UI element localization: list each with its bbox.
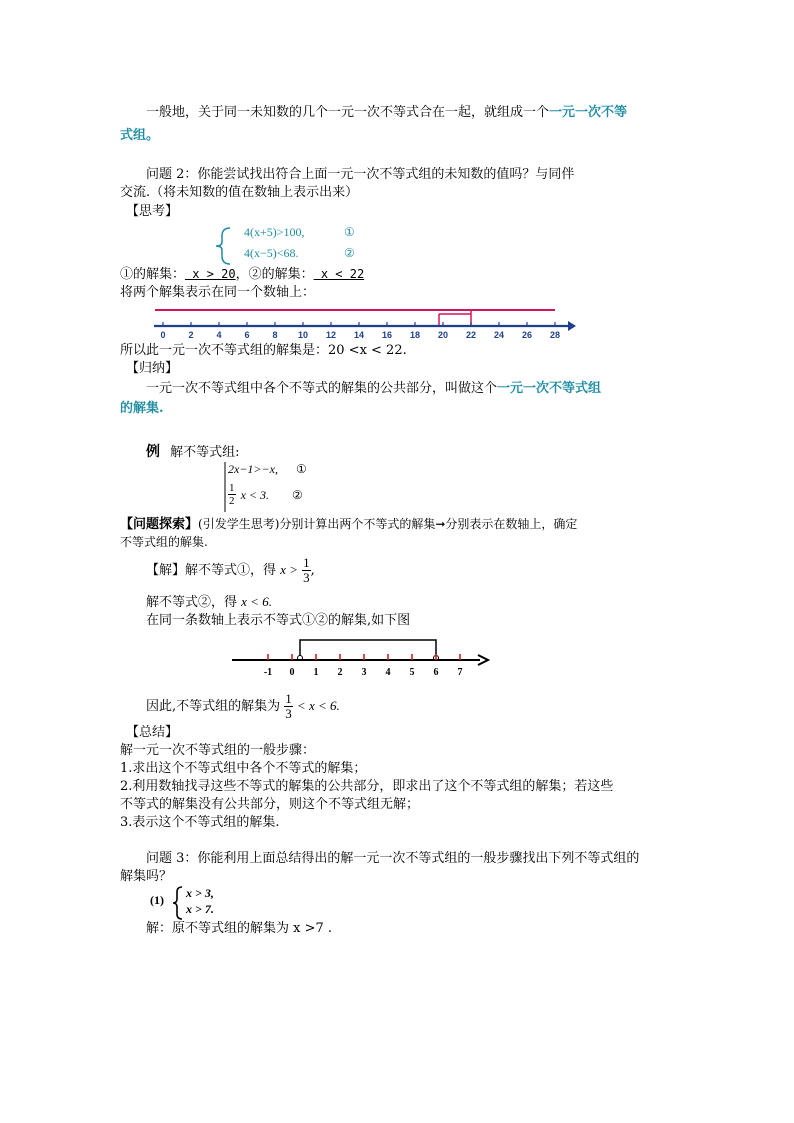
tick2-label-1: 1 bbox=[313, 667, 319, 678]
summary1-line2: 的解集. bbox=[120, 401, 164, 416]
think-heading: 【思考】 bbox=[126, 204, 179, 219]
explore-heading: 【问题探索】 bbox=[120, 517, 199, 532]
tick-label-24: 24 bbox=[493, 330, 505, 340]
tick2-label-4: 4 bbox=[385, 667, 391, 678]
summary1-heading: 【归纳】 bbox=[126, 361, 179, 376]
summary2-step3: 3.表示这个不等式组的解集. bbox=[120, 815, 280, 830]
final-prefix: 因此,不等式组的解集为 bbox=[146, 699, 281, 714]
example-eq2-tag: ② bbox=[292, 488, 303, 502]
final-fraction bbox=[284, 692, 293, 721]
example-eq2-den: 2 bbox=[229, 495, 235, 507]
sol1-value: x > 20 bbox=[185, 267, 236, 281]
solution1-end: , bbox=[310, 563, 315, 578]
solution-bracket bbox=[300, 640, 436, 657]
tick-label-14: 14 bbox=[353, 330, 365, 340]
example-eq2 bbox=[228, 482, 269, 507]
tick2-label-5: 5 bbox=[409, 667, 415, 678]
think-solutions bbox=[120, 265, 364, 284]
solution1-fraction bbox=[302, 556, 311, 585]
final-num: 1 bbox=[285, 691, 292, 706]
axis2-intro: 在同一条数轴上表示不等式①②的解集,如下图 bbox=[146, 613, 411, 628]
number-line-1 bbox=[150, 302, 580, 342]
summary1-text: 一元一次不等式组中各个不等式的解集的公共部分，叫做这个 bbox=[146, 381, 498, 396]
tick-label-4: 4 bbox=[216, 330, 222, 340]
summary1-term: 一元一次不等式组 bbox=[497, 381, 602, 396]
final-answer bbox=[146, 692, 340, 721]
summary2-step2b: 不等式的解集没有公共部分，则这个不等式组无解； bbox=[120, 797, 420, 812]
tick2-label-7: 7 bbox=[457, 667, 463, 678]
example-eq2-num: 1 bbox=[229, 482, 235, 494]
example-eq2-rest: x < 3. bbox=[240, 488, 270, 502]
think-conclusion: 所以此一元一次不等式组的解集是：20 <x < 22. bbox=[120, 343, 407, 358]
tick-label-22: 22 bbox=[465, 330, 477, 340]
definition-period: 。 bbox=[146, 128, 160, 143]
q3-eq1: x > 3, bbox=[186, 886, 214, 900]
explore-line2: 不等式组的解集. bbox=[120, 535, 208, 549]
tick-label-26: 26 bbox=[521, 330, 533, 340]
explore-line1 bbox=[120, 515, 577, 534]
explore-text: (引发学生思考)分别计算出两个不等式的解集➞分别表示在数轴上，确定 bbox=[198, 517, 578, 531]
number-line-2 bbox=[230, 636, 500, 680]
brace-system1 bbox=[214, 226, 234, 266]
q3-eq2: x > 7. bbox=[186, 902, 214, 916]
axis1-intro: 将两个解集表示在同一个数轴上： bbox=[120, 285, 316, 300]
question3-line2: 解集吗？ bbox=[120, 869, 173, 884]
final-rest: < x < 6. bbox=[296, 698, 340, 713]
axis-arrow-1 bbox=[568, 321, 576, 331]
system1-eq2: 4(x−5)<68. bbox=[244, 246, 299, 260]
example-title: 解不等式组: bbox=[170, 445, 240, 460]
solution1-var: x > bbox=[280, 562, 298, 577]
summary2-heading: 【总结】 bbox=[126, 725, 179, 740]
question3-line1: 问题 3：你能利用上面总结得出的解一元一次不等式组的一般步骤找出下列不等式组的 bbox=[146, 851, 640, 866]
tick-label-16: 16 bbox=[381, 330, 393, 340]
example-eq1-tag: ① bbox=[296, 462, 307, 476]
solution1-num: 1 bbox=[303, 555, 310, 570]
summary2-step2a: 2.利用数轴找寻这些不等式的解集的公共部分，即求出了这个不等式组的解集；若这些 bbox=[120, 779, 614, 794]
definition-term-end: 式组 bbox=[120, 128, 147, 143]
tick2-label-6: 6 bbox=[433, 667, 439, 678]
tick2-label-2: 2 bbox=[337, 667, 343, 678]
tick2-label-0: 0 bbox=[289, 667, 295, 678]
tick-label-20: 20 bbox=[437, 330, 449, 340]
system1-eq1: 4(x+5)>100, bbox=[244, 225, 305, 239]
tick-label-28: 28 bbox=[549, 330, 561, 340]
final-den: 3 bbox=[285, 706, 292, 721]
solution2-value: x < 6. bbox=[241, 594, 272, 609]
example-label: 例 bbox=[146, 444, 160, 460]
brace-left-1 bbox=[216, 228, 230, 264]
question2-line2: 交流.（将未知数的值在数轴上表示出来） bbox=[120, 185, 359, 200]
solution-heading: 【解】 bbox=[146, 563, 186, 578]
summary2-intro: 解一元一次不等式组的一般步骤： bbox=[120, 743, 316, 758]
tick2-label--1: -1 bbox=[263, 667, 273, 678]
definition-paragraph-line2 bbox=[120, 127, 159, 145]
example-eq2-fraction bbox=[228, 482, 236, 507]
solution-text2: 解不等式②，得 bbox=[146, 595, 238, 610]
definition-paragraph bbox=[146, 104, 627, 122]
question2-line1: 问题 2：你能尝试找出符合上面一元一次不等式组的未知数的值吗？与同伴 bbox=[146, 167, 575, 182]
sol2-value: x < 22 bbox=[313, 267, 365, 281]
system1-eq2-tag: ② bbox=[344, 246, 355, 260]
tick-label-12: 12 bbox=[325, 330, 337, 340]
solution-line2 bbox=[146, 593, 272, 612]
summary2-step1: 1.求出这个不等式组中各个不等式的解集； bbox=[120, 761, 367, 776]
q3-label: (1) bbox=[150, 893, 164, 907]
tick-label-6: 6 bbox=[244, 330, 250, 340]
solution1-den: 3 bbox=[303, 570, 310, 585]
solution-line1 bbox=[146, 556, 315, 585]
definition-intro: 一般地，关于同一未知数的几个一元一次不等式合在一起，就组成一个 bbox=[146, 105, 550, 120]
sol-mid: ，②的解集： bbox=[235, 267, 314, 282]
q3-brace bbox=[172, 886, 184, 920]
sol-prefix: ①的解集： bbox=[120, 267, 186, 282]
tick2-label-3: 3 bbox=[361, 667, 367, 678]
tick-label-0: 0 bbox=[160, 330, 166, 340]
question3-answer: 解：原不等式组的解集为 x >7 . bbox=[146, 921, 333, 936]
definition-term: 一元一次不等 bbox=[549, 105, 628, 120]
tick-label-2: 2 bbox=[188, 330, 194, 340]
summary1-line1 bbox=[146, 380, 601, 398]
tick-label-10: 10 bbox=[297, 330, 309, 340]
system1-eq1-tag: ① bbox=[344, 225, 355, 239]
tick-label-18: 18 bbox=[409, 330, 421, 340]
example-eq1: 2x−1>−x, bbox=[228, 462, 278, 476]
solution-text1: 解不等式①，得 bbox=[185, 563, 277, 578]
tick-label-8: 8 bbox=[272, 330, 278, 340]
